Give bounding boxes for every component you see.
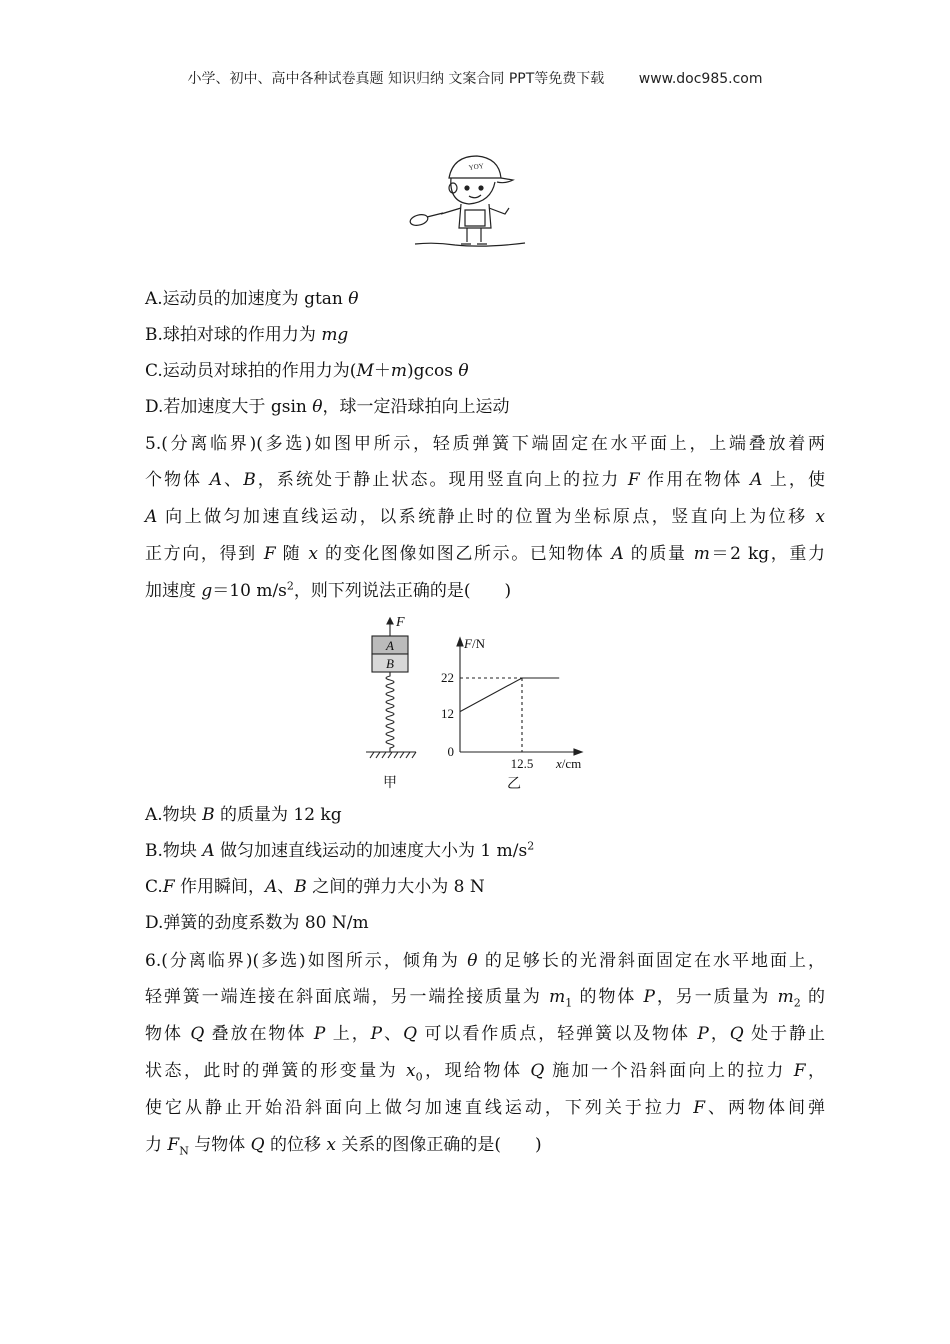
racket-shape bbox=[409, 213, 429, 227]
q5-option-d[interactable]: D.弹簧的劲度系数为 80 N/m bbox=[145, 913, 369, 933]
y-tick-12: 12 bbox=[441, 706, 454, 721]
q4-option-d[interactable]: D.若加速度大于 gsin θ，球一定沿球拍向上运动 bbox=[145, 397, 510, 417]
figure-jia-caption: 甲 bbox=[383, 776, 397, 791]
q6-stem-line-5: 使它从静止开始沿斜面向上做匀加速直线运动，下列关于拉力 F、两物体间弹 bbox=[145, 1098, 826, 1118]
header-text: 小学、初中、高中各种试卷真题 知识归纳 文案合同 PPT等免费下载 bbox=[187, 71, 605, 87]
q6-stem-line-3: 物体 Q 叠放在物体 P 上，P、Q 可以看作质点，轻弹簧以及物体 P，Q 处于静止 bbox=[145, 1024, 826, 1044]
q4-option-c[interactable]: C.运动员对球拍的作用力为(M＋m)gcos θ bbox=[145, 361, 469, 381]
q5-stem-line-2: 个物体 A、B，系统处于静止状态。现用竖直向上的拉力 F 作用在物体 A 上，使 bbox=[145, 470, 826, 490]
figure-yi-caption: 乙 bbox=[507, 777, 521, 792]
face-shape bbox=[451, 178, 495, 204]
q5-stem-line-5: 加速度 g＝10 $m/s^2$，则下列说法正确的是( ) bbox=[145, 579, 512, 601]
q4-option-a[interactable]: A.运动员的加速度为 gtan θ bbox=[145, 289, 359, 309]
block-b-label: B bbox=[386, 656, 394, 671]
figure-jia bbox=[360, 612, 430, 792]
q4-option-b[interactable]: B.球拍对球的作用力为 mg bbox=[145, 325, 349, 345]
q5-stem-line-3: A 向上做匀加速直线运动，以系统静止时的位置为坐标原点，竖直向上为位移 x bbox=[145, 507, 825, 527]
header-url[interactable]: www.doc985.com bbox=[638, 71, 763, 87]
y-axis-arrow bbox=[457, 638, 463, 646]
x-tick-12-5: 12.5 bbox=[510, 756, 534, 771]
force-arrow-head bbox=[387, 618, 393, 624]
body-shape bbox=[459, 204, 491, 228]
q6-stem-line-2: 轻弹簧一端连接在斜面底端，另一端拴接质量为 $m_1$ 的物体 P，另一质量为 $m_2$ 的 bbox=[145, 987, 826, 1010]
q5-option-c[interactable]: C.F 作用瞬间，A、B 之间的弹力大小为 8 N bbox=[145, 877, 485, 897]
q5-stem-line-4: 正方向，得到 F 随 x 的变化图像如图乙所示。已知物体 A 的质量 m＝2 kg，重力 bbox=[145, 544, 826, 564]
x-axis-arrow bbox=[574, 749, 582, 755]
q5-stem-line-1: 5.(分离临界)(多选)如图甲所示，轻质弹簧下端固定在水平面上，上端叠放着两 bbox=[145, 434, 825, 454]
x-axis-label: x/cm bbox=[556, 756, 582, 771]
y-axis-label: F/N bbox=[464, 636, 485, 651]
q5-option-b[interactable]: B.物块 A 做匀加速直线运动的加速度大小为 1 $m/s^2$ bbox=[145, 839, 535, 861]
block-a-label: A bbox=[386, 638, 394, 653]
q5-option-a[interactable]: A.物块 B 的质量为 12 kg bbox=[145, 805, 342, 825]
page-header bbox=[0, 68, 950, 88]
figure-yi-chart bbox=[430, 628, 600, 792]
f-x-line bbox=[460, 678, 559, 712]
spring-coil bbox=[386, 672, 394, 752]
q6-stem-line-1: 6.(分离临界)(多选)如图所示，倾角为 θ 的足够长的光滑斜面固定在水平地面上， bbox=[145, 951, 825, 971]
y-tick-0: 0 bbox=[447, 744, 454, 759]
racket-boy-illustration bbox=[405, 150, 535, 250]
ground-hatch bbox=[370, 752, 416, 758]
force-label: F bbox=[396, 615, 405, 630]
q6-stem-line-4: 状态，此时的弹簧的形变量为 $x_0$，现给物体 Q 施加一个沿斜面向上的拉力 F， bbox=[145, 1061, 826, 1084]
cap-text: YOY bbox=[468, 161, 485, 172]
q6-stem-line-6: 力 $F_N$ 与物体 Q 的位移 x 关系的图像正确的是( ) bbox=[145, 1135, 542, 1158]
y-tick-22: 22 bbox=[441, 670, 454, 685]
